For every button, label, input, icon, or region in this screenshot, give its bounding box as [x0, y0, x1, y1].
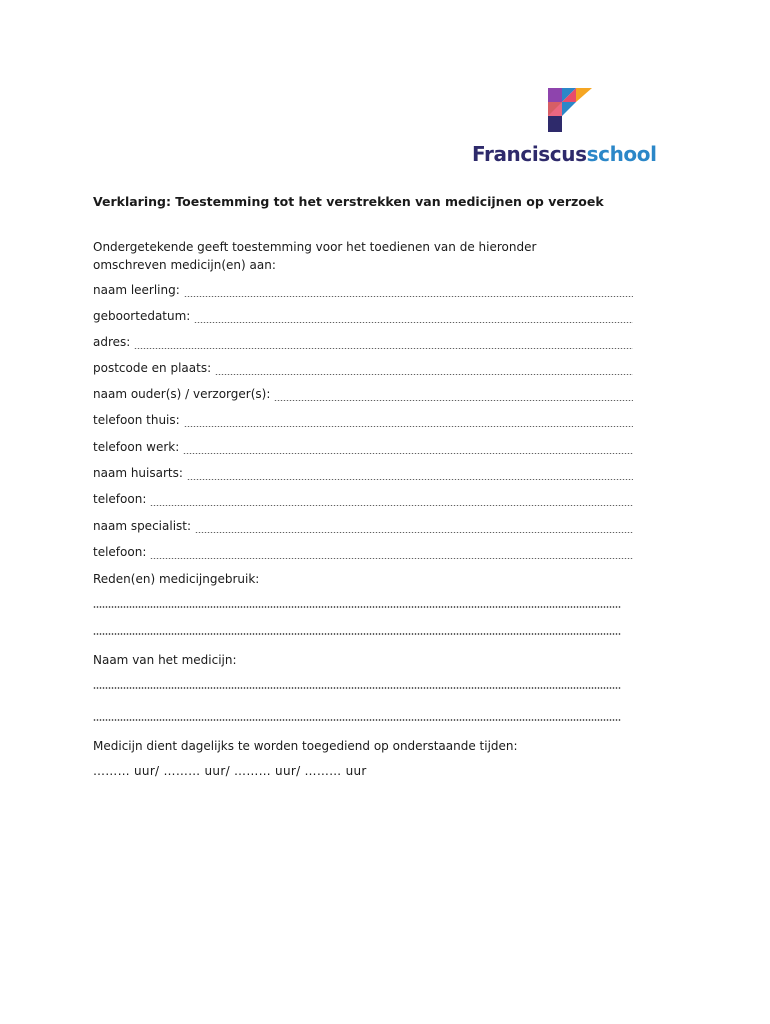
medicine-label: Naam van het medicijn:	[93, 653, 237, 667]
fill-line[interactable]	[150, 558, 633, 559]
field-label: naam specialist:	[93, 519, 192, 533]
field-label: naam ouder(s) / verzorger(s):	[93, 387, 271, 401]
field-naam-huisarts[interactable]	[93, 466, 633, 484]
reasons-fill-line-1[interactable]	[93, 606, 621, 608]
field-label: naam huisarts:	[93, 466, 183, 480]
field-telefoon-huisarts[interactable]	[93, 492, 633, 510]
field-label: postcode en plaats:	[93, 361, 212, 375]
fill-line[interactable]	[184, 426, 633, 427]
logo-wordmark	[472, 142, 657, 166]
field-label: adres:	[93, 335, 131, 349]
medicine-fill-line-2[interactable]	[93, 719, 621, 721]
times-line[interactable]: ……… uur/ ……… uur/ ……… uur/ ……… uur	[93, 764, 367, 778]
schedule-label: Medicijn dient dagelijks te worden toegediend op onderstaande tijden:	[93, 739, 518, 753]
field-telefoon-werk[interactable]	[93, 440, 633, 458]
field-label: geboortedatum:	[93, 309, 191, 323]
field-label: naam leerling:	[93, 283, 180, 297]
reasons-label: Reden(en) medicijngebruik:	[93, 572, 260, 586]
field-label: telefoon:	[93, 545, 147, 559]
logo-mark-icon	[548, 88, 592, 132]
fill-line[interactable]	[215, 374, 633, 375]
field-telefoon-specialist[interactable]	[93, 545, 633, 563]
fill-line[interactable]	[150, 505, 633, 506]
field-naam-specialist[interactable]	[93, 519, 633, 537]
fill-line[interactable]	[195, 532, 633, 533]
field-naam-ouders[interactable]	[93, 387, 633, 405]
field-label: telefoon:	[93, 492, 147, 506]
field-geboortedatum[interactable]	[93, 309, 633, 327]
field-postcode-plaats[interactable]	[93, 361, 633, 379]
logo-text-part1: Franciscus	[472, 142, 587, 166]
field-label: telefoon thuis:	[93, 413, 180, 427]
fill-line[interactable]	[187, 479, 633, 480]
fill-line[interactable]	[274, 400, 633, 401]
field-telefoon-thuis[interactable]	[93, 413, 633, 431]
field-label: telefoon werk:	[93, 440, 180, 454]
document-title: Verklaring: Toestemming tot het verstrekken van medicijnen op verzoek	[93, 194, 604, 209]
medicine-fill-line-1[interactable]	[93, 687, 621, 689]
fill-line[interactable]	[134, 348, 633, 349]
school-logo	[472, 88, 682, 168]
reasons-fill-line-2[interactable]	[93, 633, 621, 635]
intro-text: Ondergetekende geeft toestemming voor het toedienen van de hieronder omschreven medicijn(en) aan:	[93, 240, 537, 272]
fill-line[interactable]	[194, 322, 633, 323]
fill-line[interactable]	[184, 296, 633, 297]
logo-text-part2: school	[586, 142, 657, 166]
fill-line[interactable]	[183, 453, 633, 454]
field-naam-leerling[interactable]	[93, 283, 633, 301]
field-adres[interactable]	[93, 335, 633, 353]
